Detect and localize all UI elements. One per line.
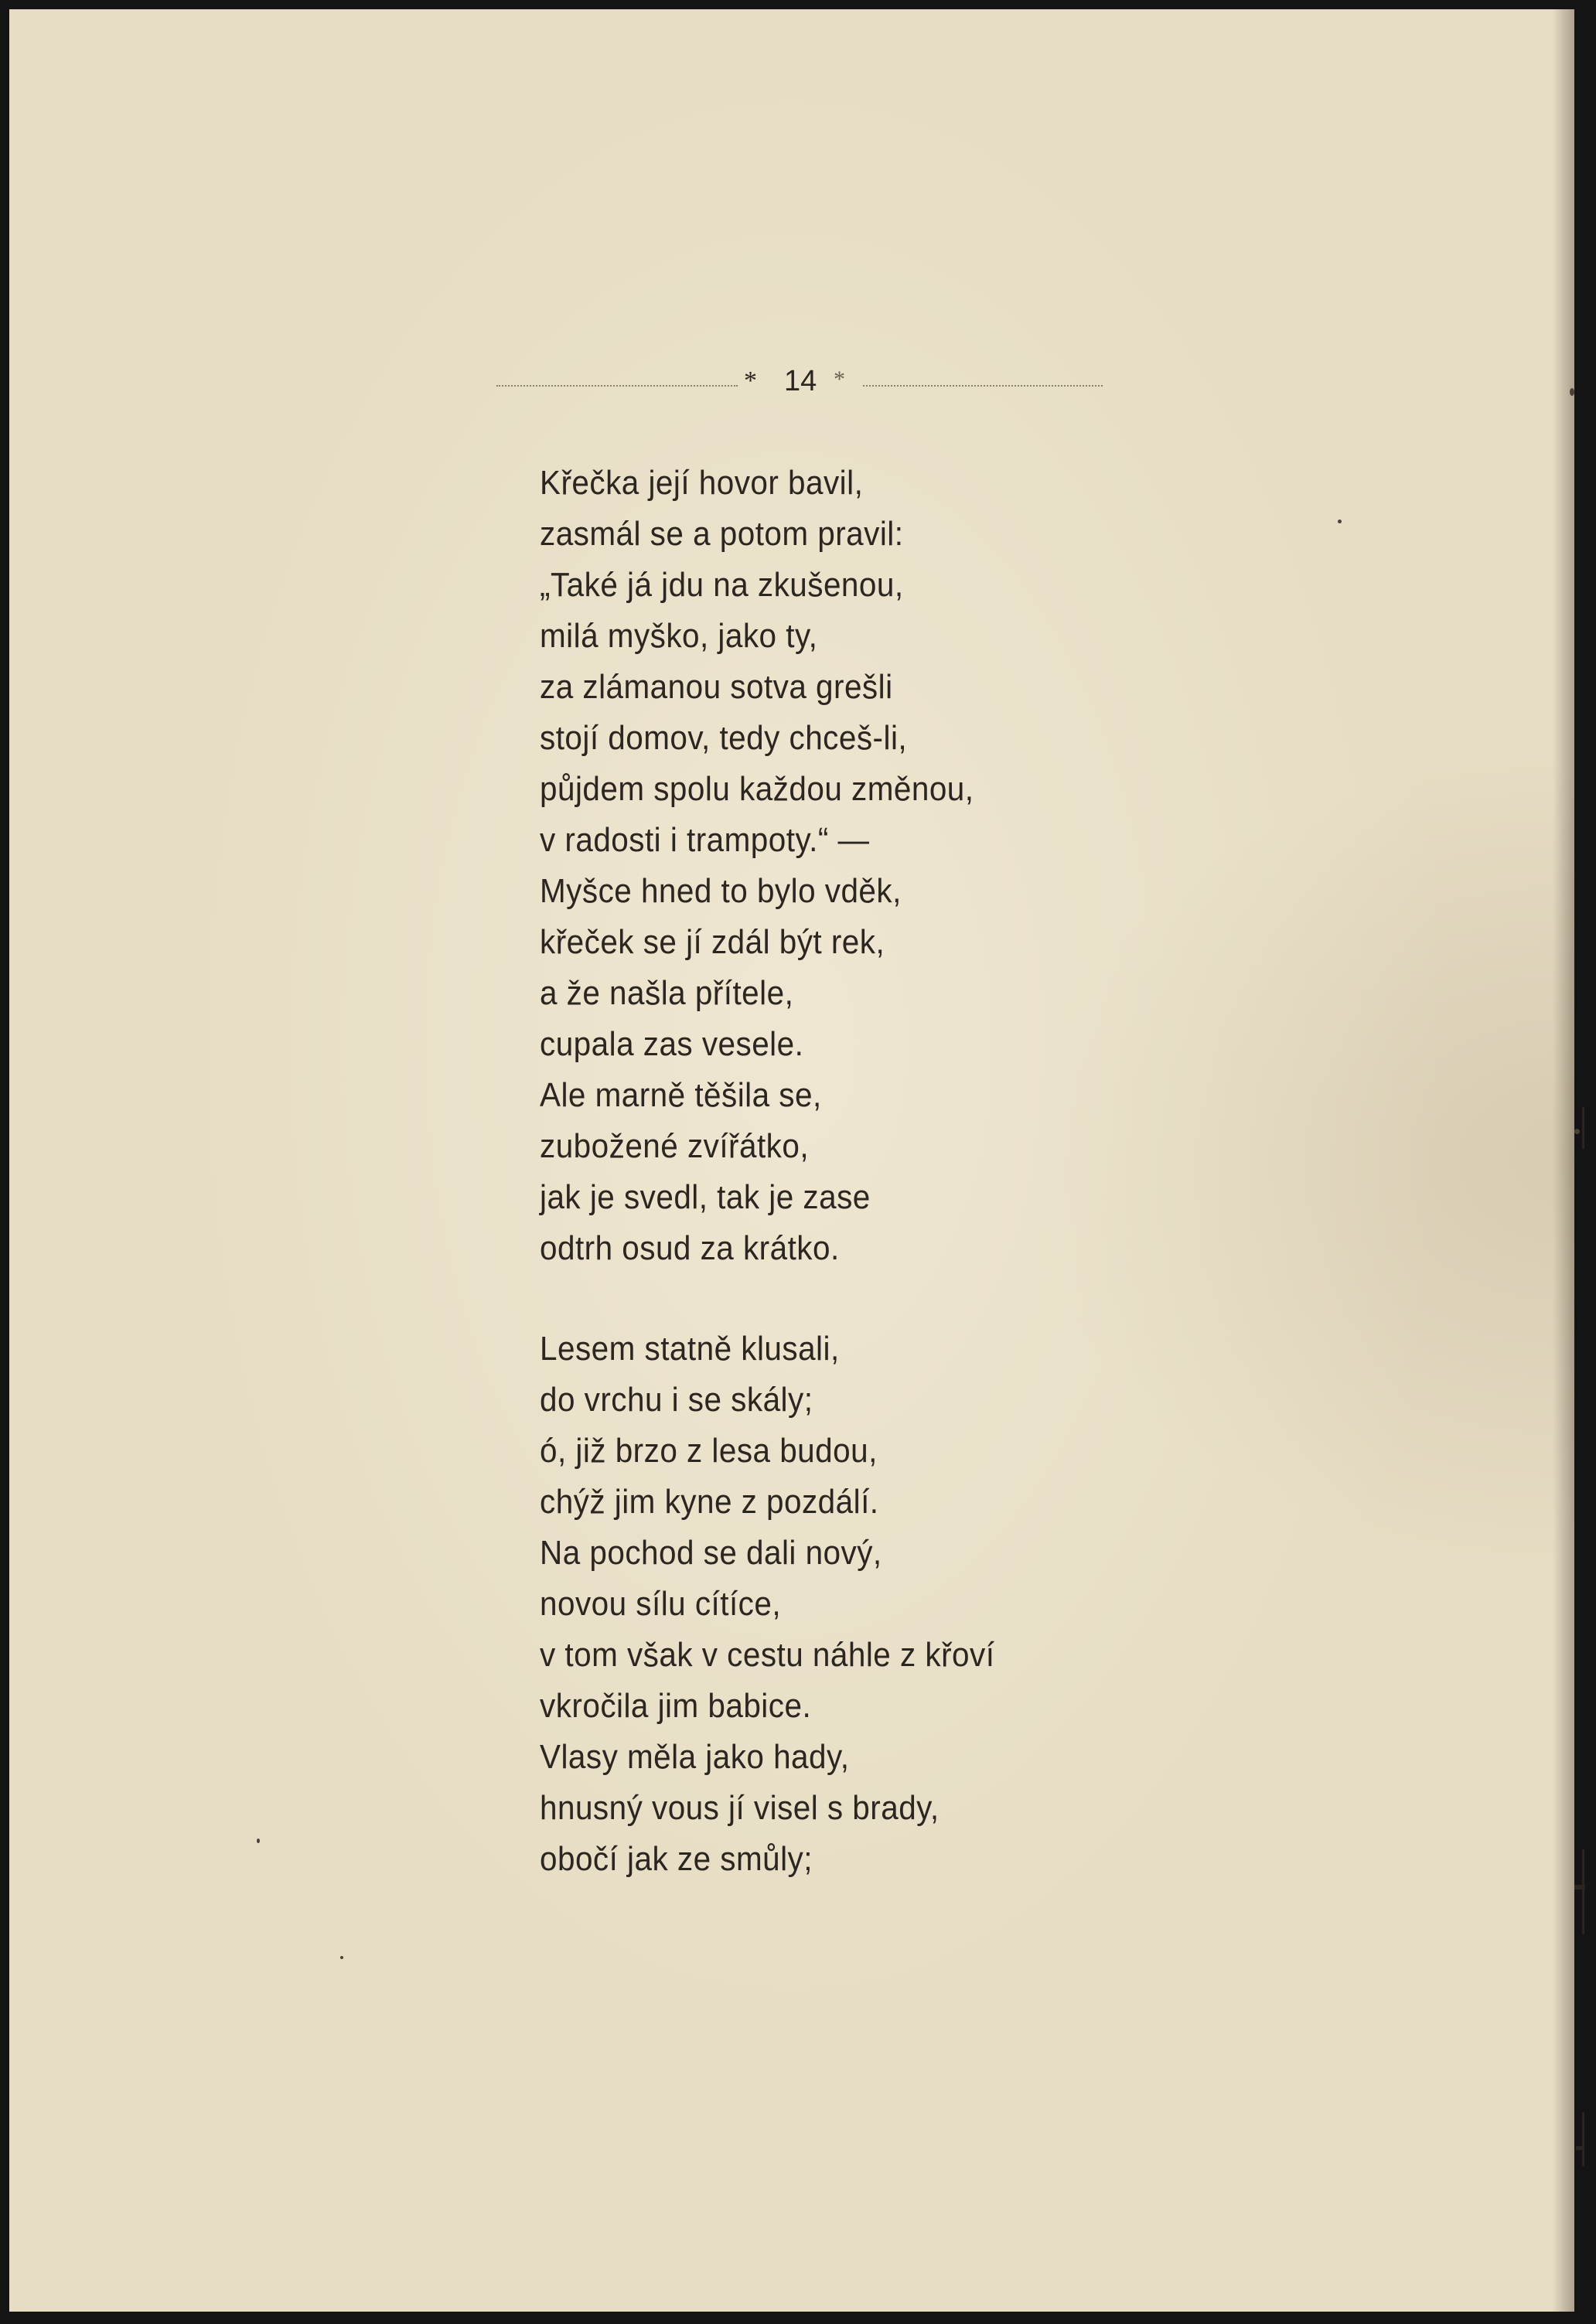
header-dotted-rule-right <box>863 385 1103 387</box>
verse-line: Ale marně těšila se, <box>540 1076 822 1114</box>
binding-mark <box>1582 1849 1584 1934</box>
verse-line: zubožené zvířátko, <box>540 1127 810 1165</box>
paper-speck <box>1574 1129 1580 1134</box>
verse-line: Křečka její hovor bavil, <box>540 464 864 502</box>
verse-line: Myšce hned to bylo vděk, <box>540 872 902 910</box>
verse-line: zasmál se a potom pravil: <box>540 515 904 553</box>
verse-line: křeček se jí zdál být rek, <box>540 923 885 961</box>
verse-line: půjdem spolu každou změnou, <box>540 770 974 808</box>
verse-line: v radosti i trampoty.“ — <box>540 821 870 859</box>
verse-line: novou sílu cítíce, <box>540 1585 782 1623</box>
stanza-2 <box>540 1324 1313 1885</box>
header-asterisk-left: * <box>744 366 757 395</box>
page-header <box>496 363 1115 402</box>
verse-line: a že našla přítele, <box>540 974 794 1012</box>
binding-mark <box>1582 1107 1584 1149</box>
binding-mark <box>1582 2112 1584 2166</box>
paper-speck <box>257 1838 260 1843</box>
verse-line: do vrchu i se skály; <box>540 1381 813 1419</box>
verse-line: Vlasy měla jako hady, <box>540 1738 850 1776</box>
verse-line: odtrh osud za krátko. <box>540 1229 840 1267</box>
verse-line: cupala zas vesele. <box>540 1025 804 1063</box>
verse-line: vkročila jim babice. <box>540 1687 812 1725</box>
verse-line: Na pochod se dali nový, <box>540 1534 882 1572</box>
verse-line: milá myško, jako ty, <box>540 617 818 655</box>
page-edge-shadow <box>1553 9 1574 2312</box>
stanza-1 <box>540 458 1313 1274</box>
book-page <box>9 9 1574 2312</box>
verse-line: hnusný vous jí visel s brady, <box>540 1789 940 1827</box>
verse-line: za zlámanou sotva grešli <box>540 668 893 706</box>
header-dotted-rule-left <box>496 385 738 387</box>
header-asterisk-right: * <box>834 366 845 392</box>
verse-line: jak je svedl, tak je zase <box>540 1178 871 1216</box>
paper-speck <box>1338 520 1342 523</box>
verse-line: „Také já jdu na zkušenou, <box>540 566 904 604</box>
verse-line: obočí jak ze smůly; <box>540 1840 813 1878</box>
paper-speck <box>340 1956 343 1959</box>
verse-line: chýž jim kyne z pozdálí. <box>540 1483 879 1521</box>
paper-speck <box>1570 388 1574 396</box>
verse-line: ó, již brzo z lesa budou, <box>540 1432 878 1470</box>
verse-line: Lesem statně klusali, <box>540 1330 840 1368</box>
poem-text <box>540 458 1313 1885</box>
page-number: 14 <box>784 365 817 397</box>
verse-line: stojí domov, tedy chceš-li, <box>540 719 908 757</box>
verse-line: v tom však v cestu náhle z křoví <box>540 1636 995 1674</box>
